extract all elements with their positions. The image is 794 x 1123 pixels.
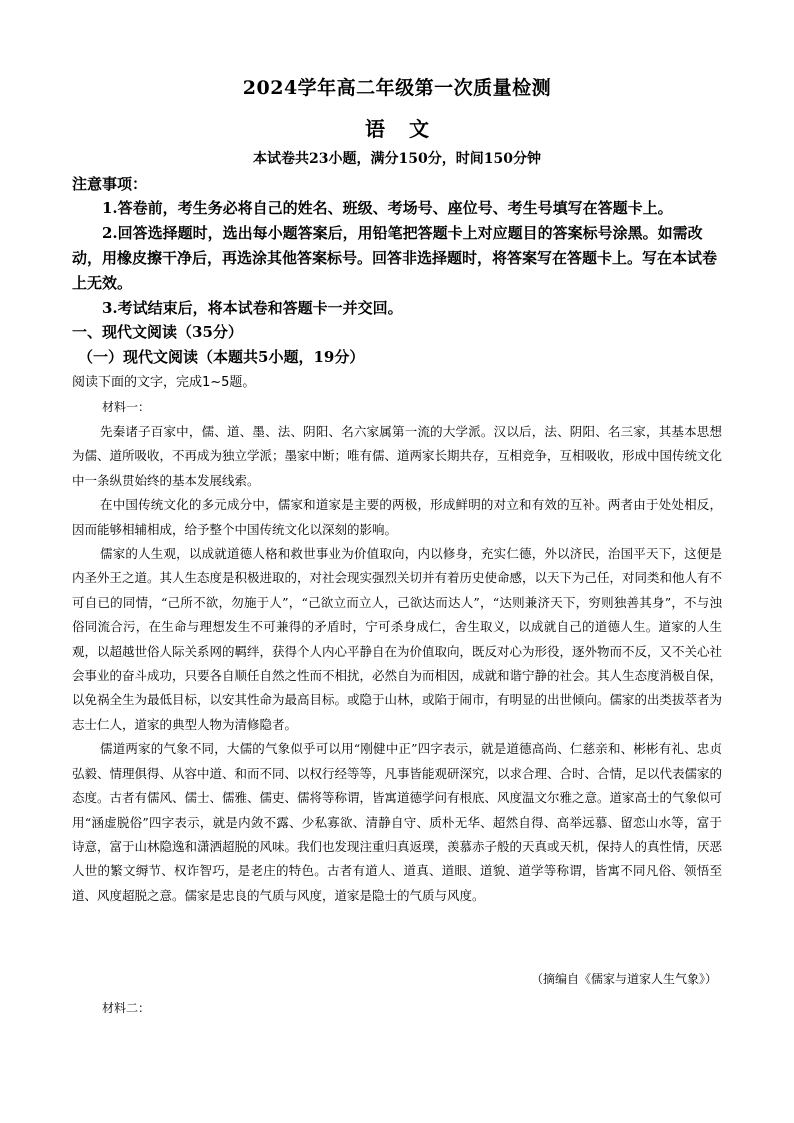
notice-heading: 注意事项： [72, 175, 148, 193]
paragraph: 儒家的人生观，以成就道德人格和救世事业为价值取向，内以修身，充实仁德，外以济民，治国平天下，这便是内圣外王之道。其人生态度是积极进取的，对社会现实强烈关切并有着历史使命感，以天下为己任，对同类和他人有不可自已的同情，“己所不欲，勿施于人”，“己欲立而立人，己欲达而达人”，“达则兼济天下，穷则独善其身”，不与浊俗同流合污，在生命与理想发生不可兼得的矛盾时，宁可杀身成仁，舍生取义，以成就自己的道德人生。道家的人生观，以超越世俗人际关系网的羁绊，获得个人内心平静自在为价值取向，既反对心为形役，逐外物而不反，又不关心社会事业的奋斗成功，只要各自顺任自然之性而不相扰，必然自为而相因，成就和谐宁静的社会。其人生态度消极自保，以免祸全生为最低目标，以安其性命为最高目标。或隐于山林，或陷于闹市，有明显的出世倾向。儒家的出类拔萃者为志士仁人，道家的典型人物为清修隐者。 [72, 546, 723, 732]
material-one-label: 材料一： [102, 400, 151, 414]
notice-item: 3.考试结束后，将本试卷和答题卡一并交回。 [102, 299, 403, 317]
exam-info: 本试卷共23小题，满分150分，时间150分钟 [253, 151, 541, 167]
notice-item: 1.答卷前，考生务必将自己的姓名、班级、考场号、座位号、考生号填写在答题卡上。 [102, 199, 673, 217]
paragraph: 在中国传统文化的多元成分中，儒家和道家是主要的两极，形成鲜明的对立和有效的互补。两者由于处处相反，因而能够相辅相成，给予整个中国传统文化以深刻的影响。 [72, 497, 722, 537]
subject-title: 语文 [365, 117, 453, 141]
paragraph: 先秦诸子百家中，儒、道、墨、法、阴阳、名六家属第一流的大学派。汉以后，法、阴阳、名三家，其基本思想为儒、道所吸收，不再成为独立学派；墨家中断；唯有儒、道两家长期共存，互相竞争，互相吸收，形成中国传统文化中一条纵贯始终的基本发展线索。 [72, 424, 723, 488]
reading-instruction: 阅读下面的文字，完成1~5题。 [72, 375, 256, 390]
material-one-text [72, 420, 722, 908]
notice-list [72, 196, 722, 321]
subsection-heading: （一）现代文阅读（本题共5小题，19分） [78, 348, 365, 366]
exam-title: 2024学年高二年级第一次质量检测 [242, 77, 552, 99]
source-citation: （摘编自《儒家与道家人生气象》） [530, 972, 717, 986]
paragraph: 儒道两家的气象不同，大儒的气象似乎可以用“刚健中正”四字表示，就是道德高尚、仁慈亲和、彬彬有礼、忠贞弘毅、情理俱得、从容中道、和而不同、以权行经等等，凡事皆能观研深究，以求合理、合时、合情，足以代表儒家的态度。古者有儒风、儒士、儒雅、儒吏、儒将等称谓，皆寓道德学问有根底、风度温文尔雅之意。道家高士的气象似可用“涵虚脱俗”四字表示，就是内敛不露、少私寡欲、清静自守、质朴无华、超然自得、高举远慕、留恋山水等，富于诗意，富于山林隐逸和潇洒超脱的风味。我们也发现注重归真返璞，羡慕赤子般的天真或天机，保持人的真性情，厌恶人世的繁文缛节、权诈智巧，是老庄的特色。古者有道人、道真、道眼、道貌、道学等称谓，皆寓不同凡俗、领悟至道、风度超脱之意。儒家是忠良的气质与风度，道家是隐士的气质与风度。 [72, 741, 723, 903]
material-two-label: 材料二： [102, 1001, 151, 1015]
section-heading: 一、现代文阅读（35分） [72, 323, 243, 341]
notice-item: 2.回答选择题时，选出每小题答案后，用铅笔把答题卡上对应题目的答案标号涂黑。如需改动，用橡皮擦干净后，再选涂其他答案标号。回答非选择题时，将答案写在答题卡上。写在本试卷上无效。 [72, 224, 718, 292]
